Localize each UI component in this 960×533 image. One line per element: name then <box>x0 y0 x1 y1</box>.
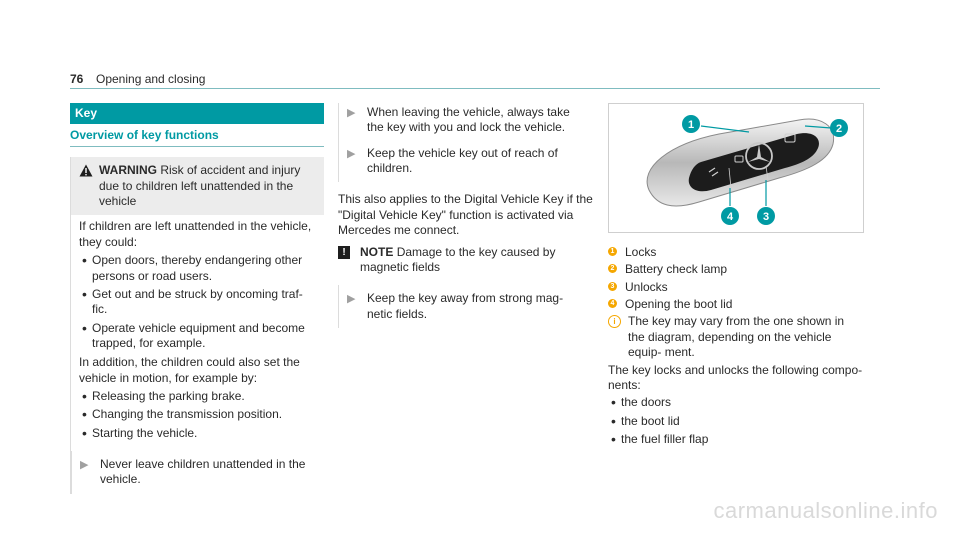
action-step <box>347 105 586 136</box>
legend-item: 1 Locks <box>608 245 864 260</box>
warning-para-1: If children are left unattended in the vehicle, they could: <box>79 219 312 249</box>
exclamation-icon: ! <box>338 246 350 259</box>
warning-body <box>71 215 324 451</box>
list-item: • the boot lid <box>608 414 864 429</box>
section-heading: Key <box>70 103 324 124</box>
arrow-icon: ▶ <box>80 459 89 472</box>
list-item: • the doors <box>608 395 864 410</box>
svg-text:4: 4 <box>726 211 734 223</box>
list-item: • Changing the transmission position. <box>79 407 316 422</box>
list-item: • Starting the vehicle. <box>79 426 316 441</box>
action-text: Keep the vehicle key out of reach of children. <box>367 145 558 176</box>
list-item: • Get out and be struck by oncoming traf- fic. <box>79 287 316 318</box>
column-right <box>608 103 864 451</box>
action-text: Keep the key away from strong mag- netic fields. <box>367 291 564 321</box>
watermark: carmanualsonline.info <box>713 497 938 523</box>
action-text: Never leave children unattended in the vehicle. <box>100 457 306 487</box>
key-illustration <box>608 103 864 233</box>
action-step <box>80 457 316 488</box>
note-action-block <box>338 285 594 328</box>
warning-action-block <box>71 451 324 494</box>
svg-text:2: 2 <box>835 123 843 135</box>
arrow-icon: ▶ <box>347 107 356 119</box>
warning-header <box>71 157 324 215</box>
action-step <box>347 291 586 322</box>
list-item: • Open doors, thereby endangering other persons or road users. <box>79 253 316 284</box>
components-list <box>608 395 864 447</box>
warning-triangle-icon <box>79 163 95 209</box>
callout-2 <box>830 119 848 137</box>
svg-text:1: 1 <box>687 119 695 131</box>
locks-intro: The key locks and unlocks the following compo- nents: <box>608 362 863 392</box>
warning-list-2 <box>79 389 316 441</box>
warning-continued <box>338 103 594 182</box>
legend-item: 4 Opening the boot lid <box>608 297 864 312</box>
callout-3 <box>757 207 775 225</box>
arrow-icon: ▶ <box>347 293 356 306</box>
info-icon: i <box>608 315 621 328</box>
arrow-icon: ▶ <box>347 147 356 160</box>
warning-title: Risk of accident and injury due to children left unattended in the vehicle <box>99 163 301 209</box>
page-title: Opening and closing <box>96 72 206 86</box>
note-label: NOTE <box>360 244 394 259</box>
legend-item: 2 Battery check lamp <box>608 262 864 277</box>
legend-list <box>608 245 864 312</box>
warning-para-2: In addition, the children could also set the vehicle in motion, for example by: <box>79 355 300 385</box>
list-item: • the fuel filler flap <box>608 432 864 447</box>
warning-list-1 <box>79 253 316 351</box>
page-number: 76 <box>70 72 84 86</box>
svg-text:3: 3 <box>762 211 770 223</box>
page-header <box>70 70 880 89</box>
callout-1 <box>682 115 700 133</box>
callout-4 <box>721 207 739 225</box>
note-header <box>338 239 594 276</box>
car-key-image <box>609 104 863 232</box>
legend-item: 3 Unlocks <box>608 280 864 295</box>
list-item: • Releasing the parking brake. <box>79 389 316 404</box>
column-left <box>70 103 324 494</box>
warning-box <box>70 157 324 493</box>
warning-label: WARNING <box>99 163 157 178</box>
digital-key-text: This also applies to the Digital Vehicle Key if the "Digital Vehicle Key" function is activated via Mercedes me connect. <box>338 192 593 238</box>
column-middle <box>338 103 594 328</box>
info-note <box>608 314 864 360</box>
list-item: • Operate vehicle equipment and become trapped, for example. <box>79 321 316 352</box>
note-title: Damage to the key caused by magnetic fields <box>360 244 556 274</box>
action-step <box>347 146 586 177</box>
info-text: The key may vary from the one shown in the diagram, depending on the vehicle equip- ment. <box>628 314 845 360</box>
action-text: When leaving the vehicle, always take the key with you and lock the vehicle. <box>367 105 570 135</box>
section-subheading: Overview of key functions <box>70 128 324 147</box>
